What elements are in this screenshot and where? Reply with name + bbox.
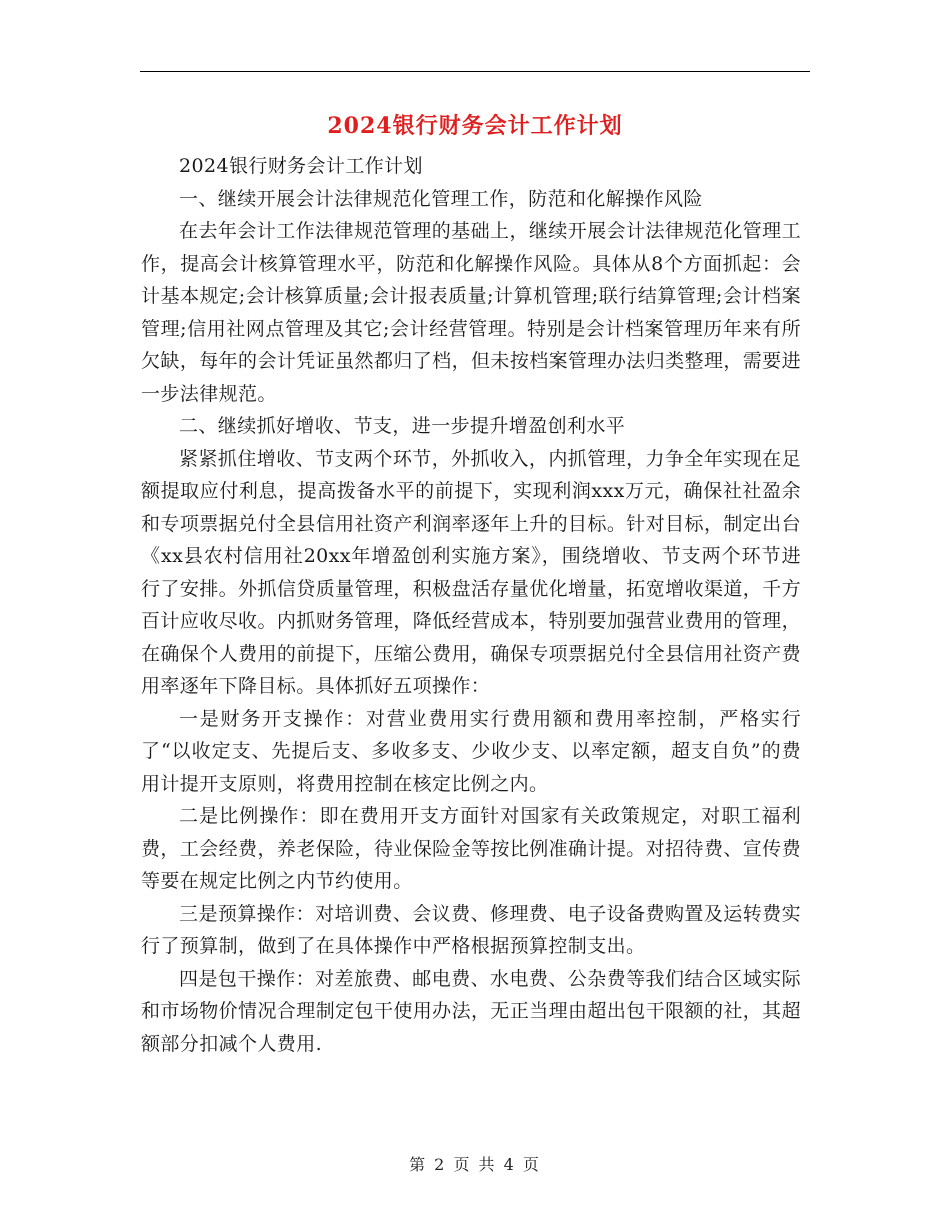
paragraph-section-2-body: 紧紧抓住增收、节支两个环节，外抓收入，内抓管理，力争全年实现在足额提取应付利息，提高拨备水平的前提下，实现利润xxx万元，确保社社盈余和专项票据兑付全县信用社资产利润率逐年上升的目标。针对目标，制定出台《xx县农村信用社20xx年增盈创利实施方案》，围绕增收、节支两个环节进行了安排。外抓信贷质量管理，积极盘活存量优化增量，拓宽增收渠道，千方百计应收尽收。内抓财务管理，降低经营成本，特别要加强营业费用的管理，在确保个人费用的前提下，压缩公费用，确保专项票据兑付全县信用社资产费用率逐年下降目标。具体抓好五项操作： bbox=[141, 447, 801, 697]
header-rule bbox=[140, 71, 810, 72]
paragraph-item-1: 一是财务开支操作：对营业费用实行费用额和费用率控制，严格实行了“以收定支、先提后支、多收多支、少收少支、以率定额，超支自负”的费用计提开支原则，将费用控制在核定比例之内。 bbox=[141, 707, 801, 795]
paragraph-section-1-heading: 一、继续开展会计法律规范化管理工作，防范和化解操作风险 bbox=[179, 187, 703, 210]
paragraph-subtitle: 2024银行财务会计工作计划 bbox=[179, 155, 423, 177]
page-footer: 第 2 页 共 4 页 bbox=[409, 1155, 541, 1174]
document-body bbox=[141, 150, 801, 1060]
paragraph-item-3: 三是预算操作：对培训费、会议费、修理费、电子设备费购置及运转费实行了预算制，做到了在具体操作中严格根据预算控制支出。 bbox=[141, 902, 801, 957]
document-title: 2024银行财务会计工作计划 bbox=[327, 113, 623, 139]
paragraph-section-2-heading: 二、继续抓好增收、节支，进一步提升增盈创利水平 bbox=[179, 415, 626, 437]
paragraph-section-1-body: 在去年会计工作法律规范管理的基础上，继续开展会计法律规范化管理工作，提高会计核算管理水平，防范和化解操作风险。具体从8个方面抓起：会计基本规定;会计核算质量;会计报表质量;计算机管理;联行结算管理;会计档案管理;信用社网点管理及其它;会计经营管理。特别是会计档案管理历年来有所欠缺，每年的会计凭证虽然都归了档，但未按档案管理办法归类整理，需要进一步法律规范。 bbox=[141, 220, 801, 405]
paragraph-item-4: 四是包干操作：对差旅费、邮电费、水电费、公杂费等我们结合区域实际和市场物价情况合理制定包干使用办法，无正当理由超出包干限额的社，其超额部分扣减个人费用. bbox=[141, 967, 801, 1055]
paragraph-item-2: 二是比例操作：即在费用开支方面针对国家有关政策规定，对职工福利费，工会经费，养老保险，待业保险金等按比例准确计提。对招待费、宣传费等要在规定比例之内节约使用。 bbox=[141, 805, 801, 892]
